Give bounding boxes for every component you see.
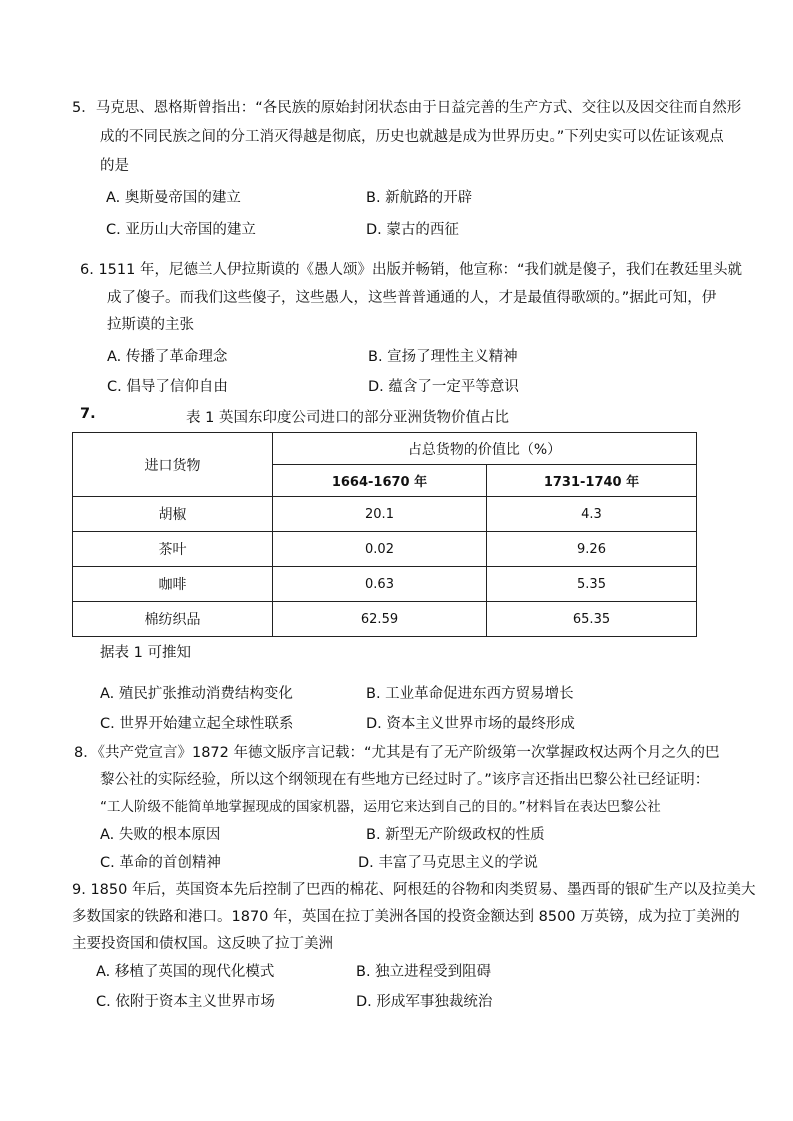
q9-stem-line-2: 多数国家的铁路和港口。1870 年，英国在拉丁美洲各国的投资金额达到 8500 万英镑，成为拉丁美洲的 — [72, 909, 740, 925]
q9-stem-line-1: 9. 1850 年后，英国资本先后控制了巴西的棉花、阿根廷的谷物和肉类贸易、墨西哥的银矿生产以及拉美大 — [72, 882, 756, 898]
table-row — [73, 567, 697, 602]
q5-stem-line-2: 成的不同民族之间的分工消灭得越是彻底，历史也就越是成为世界历史。”下列史实可以佐证该观点 — [100, 129, 724, 145]
header-share: 占总货物的价值比（%） — [273, 433, 697, 465]
q6-option-b[interactable]: B. 宣扬了理性主义精神 — [368, 349, 518, 365]
q5-option-a[interactable]: A. 奥斯曼帝国的建立 — [106, 190, 241, 206]
row-item: 胡椒 — [73, 497, 273, 532]
row-value-1: 62.59 — [273, 602, 487, 637]
header-period-1: 1664-1670 年 — [273, 465, 487, 497]
q7-number: 7. — [80, 406, 96, 422]
q8-stem-line-2: 黎公社的实际经验，所以这个纲领现在有些地方已经过时了。”该序言还指出巴黎公社已经证明： — [100, 772, 710, 788]
row-value-1: 0.02 — [273, 532, 487, 567]
row-value-2: 4.3 — [487, 497, 697, 532]
q6-stem-line-2: 成了傻子。而我们这些傻子，这些愚人，这些普普通通的人，才是最值得歌颂的。”据此可知，伊 — [107, 290, 717, 306]
q6-option-c[interactable]: C. 倡导了信仰自由 — [107, 379, 228, 395]
q9-option-c[interactable]: C. 依附于资本主义世界市场 — [96, 994, 275, 1010]
q6-option-d[interactable]: D. 蕴含了一定平等意识 — [368, 379, 519, 395]
q6-stem-line-1: 6. 1511 年，尼德兰人伊拉斯谟的《愚人颂》出版并畅销，他宣称：“我们就是傻子，我们在教廷里头就 — [80, 262, 742, 278]
q8-option-b[interactable]: B. 新型无产阶级政权的性质 — [366, 827, 545, 843]
q7-stem: 据表 1 可推知 — [100, 645, 191, 661]
header-period-2: 1731-1740 年 — [487, 465, 697, 497]
table-title: 表 1 英国东印度公司进口的部分亚洲货物价值占比 — [186, 410, 509, 426]
q5-stem-line-1: 5．马克思、恩格斯曾指出：“各民族的原始封闭状态由于日益完善的生产方式、交往以及因交往而自然形 — [72, 100, 742, 116]
q9-option-d[interactable]: D. 形成军事独裁统治 — [356, 994, 493, 1010]
row-value-1: 20.1 — [273, 497, 487, 532]
q7-option-a[interactable]: A. 殖民扩张推动消费结构变化 — [100, 686, 293, 702]
row-value-2: 9.26 — [487, 532, 697, 567]
q9-stem-line-3: 主要投资国和债权国。这反映了拉丁美洲 — [72, 936, 333, 952]
q8-option-a[interactable]: A. 失败的根本原因 — [100, 827, 221, 843]
q8-stem-line-1: 8．《共产党宣言》1872 年德文版序言记载：“尤其是有了无产阶级第一次掌握政权达两个月之久的巴 — [74, 745, 720, 761]
row-value-2: 65.35 — [487, 602, 697, 637]
q5-option-b[interactable]: B. 新航路的开辟 — [366, 190, 473, 206]
q7-option-d[interactable]: D. 资本主义世界市场的最终形成 — [366, 716, 575, 732]
row-item: 咖啡 — [73, 567, 273, 602]
row-item: 茶叶 — [73, 532, 273, 567]
row-item: 棉纺织品 — [73, 602, 273, 637]
header-goods: 进口货物 — [73, 433, 273, 497]
q5-option-c[interactable]: C. 亚历山大帝国的建立 — [106, 222, 256, 238]
q5-option-d[interactable]: D. 蒙古的西征 — [366, 222, 459, 238]
q5-stem-line-3: 的是 — [100, 158, 129, 174]
row-value-1: 0.63 — [273, 567, 487, 602]
value-share-table — [72, 432, 697, 637]
q8-stem-line-3: “工人阶级不能简单地掌握现成的国家机器，运用它来达到自己的目的。”材料旨在表达巴黎公社 — [100, 799, 661, 815]
q8-option-c[interactable]: C. 革命的首创精神 — [100, 855, 221, 871]
table-row — [73, 497, 697, 532]
q8-option-d[interactable]: D. 丰富了马克思主义的学说 — [358, 855, 538, 871]
row-value-2: 5.35 — [487, 567, 697, 602]
q6-option-a[interactable]: A. 传播了革命理念 — [107, 349, 228, 365]
q7-option-c[interactable]: C. 世界开始建立起全球性联系 — [100, 716, 294, 732]
q7-option-b[interactable]: B. 工业革命促进东西方贸易增长 — [366, 686, 574, 702]
q6-stem-line-3: 拉斯谟的主张 — [107, 317, 194, 333]
table-row — [73, 602, 697, 637]
q9-option-a[interactable]: A. 移植了英国的现代化模式 — [96, 964, 275, 980]
q9-option-b[interactable]: B. 独立进程受到阻碍 — [356, 964, 492, 980]
table-row — [73, 532, 697, 567]
